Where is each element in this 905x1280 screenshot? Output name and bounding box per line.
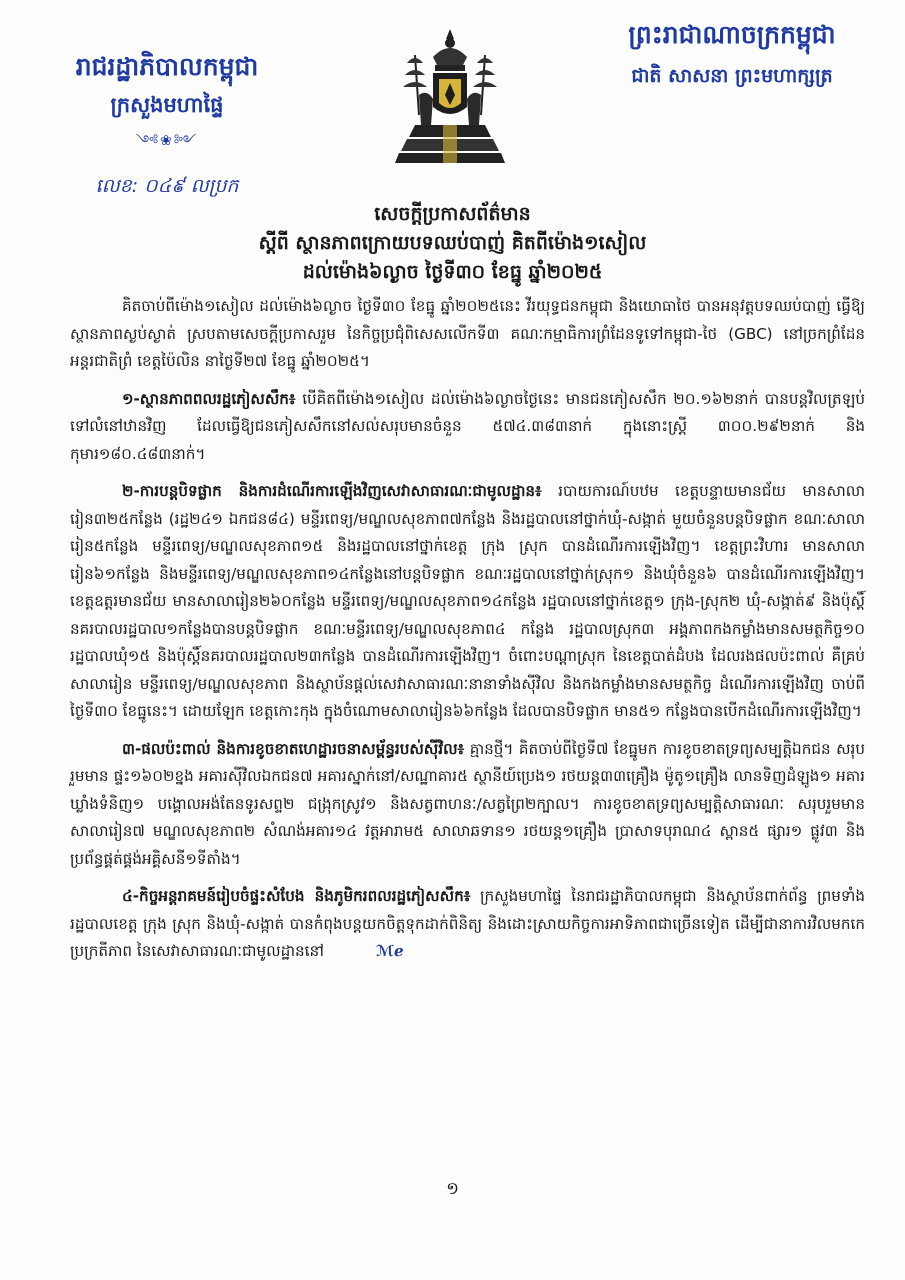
section-3-paragraph	[70, 736, 865, 874]
title-line-1: សេចក្តីប្រកាសព័ត៌មាន	[374, 203, 531, 225]
royal-emblem-icon	[385, 25, 515, 175]
section-4-paragraph	[70, 883, 865, 966]
ministry-name: ក្រសួងមហាផ្ទៃ	[110, 93, 224, 117]
kingdom-name: ព្រះរាជាណាចក្រកម្ពុជា	[628, 20, 836, 49]
government-name: រាជរដ្ឋាភិបាលកម្ពុជា	[75, 52, 259, 81]
handwritten-initials: ℳℯ	[375, 942, 404, 960]
title-line-2: ស្តីពី ស្ថានភាពក្រោយបទឈប់បាញ់ គិតពីម៉ោង១សៀល	[258, 232, 647, 254]
section-1-heading: ១-ស្ថានភាពពលរដ្ឋភៀសសឹក៖	[122, 389, 296, 408]
section-2-heading: ២-ការបន្តបិទផ្លាក និងការដំណើរការឡើងវិញសេវាសាធារណៈជាមូលដ្ឋាន៖	[122, 482, 542, 500]
national-motto: ជាតិ សាសនា ព្រះមហាក្សត្រ	[631, 65, 833, 87]
document-body	[70, 293, 865, 976]
intro-paragraph: គិតចាប់ពីម៉ោង១សៀល ដល់ម៉ោង៦ល្ងាច ថ្ងៃទី៣០ ខែធ្នូ ឆ្នាំ២០២៥នេះ វីរយុទ្ធជនកម្ពុជា និងយោធាថៃ បានអនុវត្តបទឈប់បាញ់ ធ្វើឱ្យស្ថានភាពស្ងប់ស្ងាត់ ស្របតាមសេចក្តីប្រកាសរួម នៃកិច្ចប្រជុំពិសេសលើកទី៣ គណៈកម្មាធិការព្រំដែនទូទៅកម្ពុជា-ថៃ (GBC) នៅច្រកព្រំដែនអន្តរជាតិព្រំ ខេត្តប៉ៃលិន នាថ្ងៃទី២៧ ខែធ្នូ ឆ្នាំ២០២៥។	[70, 297, 865, 370]
header-left	[62, 50, 272, 202]
page-number: ១	[446, 1179, 459, 1199]
section-4-heading: ៤-កិច្ចអន្តរាគមន៍រៀបចំផ្ទះសំបែង និងភូមិករពលរដ្ឋភៀសសឹក៖	[122, 887, 471, 905]
title-line-3: ដល់ម៉ោង៦ល្ងាច ថ្ងៃទី៣០ ខែធ្នូ ឆ្នាំ២០២៥	[302, 261, 603, 283]
header-right	[587, 18, 877, 90]
section-3-text: គ្មានថ្មី។ គិតចាប់ពីថ្ងៃទី៧ ខែធ្នូមក ការខូចខាតទ្រព្យសម្បត្តិឯកជន សរុបរួមមាន ផ្ទះ១៦០២ខ្នង អគារស៊ីវិលឯកជន៧ អគារស្នាក់នៅ/សណ្ឋាគារ៥ ស្ថានីយ៍ប្រេង១ រថយន្ត៣៣គ្រឿង ម៉ូតូ១គ្រឿង លានទិញដំឡូង១ អគារឃ្លាំងទំនិញ១ បង្គោលអង់តែនទូរសព្ទ២ ជង្រុកស្រូវ១ និងសត្វពាហនៈ/សត្វព្រៃ២ក្បាល។ ការខូចខាតទ្រព្យសម្បត្តិសាធារណៈ សរុបរួមមាន សាលារៀន៧ មណ្ឌលសុខភាព២ សំណង់អគារ១៤ វត្តអារាម៥ សាលាឆទាន១ រថយន្ត១គ្រឿង ប្រាសាទបុរាណ៤ ស្ពាន៥ ផ្សារ១ ផ្លូវ៣ និងប្រព័ន្ធផ្គត់ផ្គង់អគ្គិសនី១ទីតាំង។	[70, 739, 865, 868]
section-2-text: របាយការណ៍បឋម ខេត្តបន្ទាយមានជ័យ មានសាលារៀន៣២៥កន្លែង (រដ្ឋ២៤១ ឯកជន៨៤) មន្ទីរពេទ្យ/មណ្ឌលសុខភាព៧កន្លែង និងរដ្ឋបាលនៅថ្នាក់ឃុំ-សង្កាត់ មួយចំនួនបន្តបិទផ្លាក ខណៈសាលារៀន៥កន្លែង មន្ទីរពេទ្យ/មណ្ឌលសុខភាព១៥ និងរដ្ឋបាលនៅថ្នាក់ខេត្ត ក្រុង ស្រុក បានដំណើរការឡើងវិញ។ ខេត្តព្រះវិហារ មានសាលារៀន៦១កន្លែង និងមន្ទីរពេទ្យ/មណ្ឌលសុខភាព១៤កន្លែងនៅបន្តបិទផ្លាក ខណៈរដ្ឋបាលនៅថ្នាក់ស្រុក១ និងឃុំចំនួន៦ បានដំណើរការឡើងវិញ។ ខេត្តឧត្តរមានជ័យ មានសាលារៀន២៦០កន្លែង មន្ទីរពេទ្យ/មណ្ឌលសុខភាព១៤កន្លែង រដ្ឋបាលនៅថ្នាក់ខេត្ត១ ក្រុង-ស្រុក២ ឃុំ-សង្កាត់៩ និងប៉ុស្តិ៍នគរបាលរដ្ឋបាល១កន្លែងបានបន្តបិទផ្លាក ខណៈមន្ទីរពេទ្យ/មណ្ឌលសុខភាព៤ កន្លែង រដ្ឋបាលស្រុក៣ អង្គភាពកងកម្លាំងមានសមត្ថកិច្ច១០ រដ្ឋបាលឃុំ១៥ និងប៉ុស្តិ៍នគរបាលរដ្ឋបាល២៣កន្លែង បានដំណើរការឡើងវិញ។ ចំពោះបណ្តាស្រុក នៃខេត្តបាត់ដំបង ដែលរងផលប៉ះពាល់ គឺគ្រប់សាលារៀន មន្ទីរពេទ្យ/មណ្ឌលសុខភាព និងស្ថាប័នផ្តល់សេវាសាធារណៈនានាទាំងស៊ីវិល និងកងកម្លាំងមានសមត្ថកិច្ច ដំណើរការឡើងវិញ ចាប់ពីថ្ងៃទី៣០ ខែធ្នូនេះ។ ដោយឡែក ខេត្តកោះកុង ក្នុងចំណោមសាលារៀន៦៦កន្លែង ដែលបានបិទផ្លាក មាន៥១ កន្លែងបានបើកដំណើរការឡើងវិញ។	[70, 482, 866, 720]
section-1-paragraph	[70, 386, 865, 469]
ornament-icon: ༺❀༻	[135, 133, 199, 149]
reference-number: លេខ: ០៤៩ លប្រក	[95, 175, 239, 197]
section-1-text: បើគិតពីម៉ោង១សៀល ដល់ម៉ោង៦ល្ងាចថ្ងៃនេះ មានជនភៀសសឹក ២០.១៦២នាក់ បានបន្តវិលត្រឡប់ទៅលំនៅឋានវិញ ដែលធ្វើឱ្យជនភៀសសឹកនៅសល់សរុបមានចំនួន ៥៧៤.៣៨៣នាក់ ក្នុងនោះស្ត្រី ៣០០.២៩២នាក់ និងកុមារ១៨០.៤៨៣នាក់។	[70, 389, 865, 463]
section-4-text: ក្រសួងមហាផ្ទៃ នៃរាជរដ្ឋាភិបាលកម្ពុជា និងស្ថាប័នពាក់ព័ន្ធ ព្រមទាំងរដ្ឋបាលខេត្ត ក្រុង ស្រុក និងឃុំ-សង្កាត់ បានកំពុងបន្តយកចិត្តទុកដាក់ពិនិត្យ និងដោះស្រាយកិច្ចការអាទិភាពជាច្រើនទៀត ដើម្បីជានាការវិលមកកេប្រក្រតីភាព នៃសេវាសាធារណៈជាមូលដ្ឋាននៅ	[70, 887, 865, 960]
document-title	[150, 200, 755, 287]
section-2-paragraph	[70, 478, 865, 726]
section-3-heading: ៣-ផលប៉ះពាល់ និងការខូចខាតហេដ្ឋារចនាសម្ព័ន្ធរបស់ស៊ីវិល៖	[122, 739, 465, 758]
